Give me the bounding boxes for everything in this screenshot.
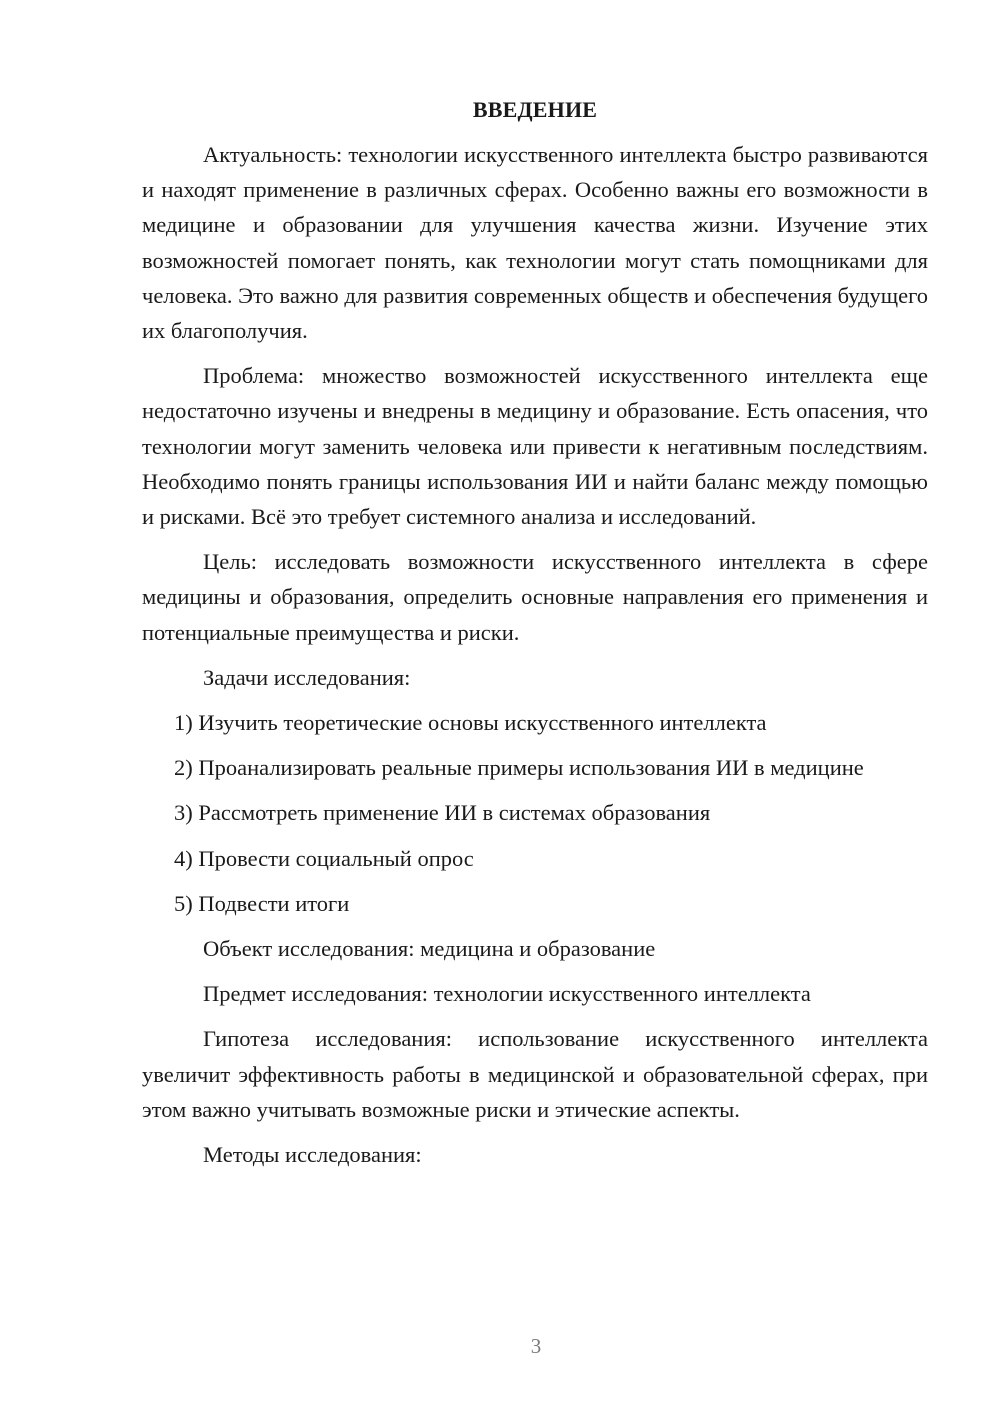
- document-page: [142, 92, 928, 1172]
- paragraph-tasks-heading: Задачи исследования:: [203, 664, 411, 690]
- task-item-4: 4) Провести социальный опрос: [174, 845, 474, 871]
- paragraph-goal: Цель: исследовать возможности искусственного интеллекта в сфере медицины и образования, определить основные направления его применения и потенциальные преимущества и риски.: [142, 549, 928, 645]
- task-item-5: 5) Подвести итоги: [174, 890, 350, 916]
- task-item-2: 2) Проанализировать реальные примеры использования ИИ в медицине: [174, 755, 864, 781]
- paragraph-problem: Проблема: множество возможностей искусственного интеллекта еще недостаточно изучены и внедрены в медицину и образование. Есть опасения, что технологии могут заменить человека или привести к негативным последствиям. Необходимо понять границы использования ИИ и найти баланс между помощью и рисками. Всё это требует системного анализа и исследований.: [142, 363, 928, 530]
- paragraph-subject: Предмет исследования: технологии искусственного интеллекта: [203, 981, 811, 1007]
- task-item-3: 3) Рассмотреть применение ИИ в системах образования: [174, 800, 711, 826]
- paragraph-relevance: Актуальность: технологии искусственного интеллекта быстро развиваются и находят применение в различных сферах. Особенно важны его возможности в медицине и образовании для улучшения качества жизни. Изучение этих возможностей помогает понять, как технологии могут стать помощниками для человека. Это важно для развития современных обществ и обеспечения будущего их благополучия.: [142, 142, 928, 344]
- paragraph-methods: Методы исследования:: [203, 1142, 422, 1168]
- paragraph-hypothesis: Гипотеза исследования: использование искусственного интеллекта увеличит эффективность работы в медицинской и образовательной сферах, при этом важно учитывать возможные риски и этические аспекты.: [142, 1026, 928, 1122]
- page-number: 3: [530, 1334, 542, 1358]
- task-item-1: 1) Изучить теоретические основы искусственного интеллекта: [174, 710, 767, 736]
- paragraph-object: Объект исследования: медицина и образование: [203, 936, 656, 962]
- section-title: ВВЕДЕНИЕ: [472, 97, 598, 122]
